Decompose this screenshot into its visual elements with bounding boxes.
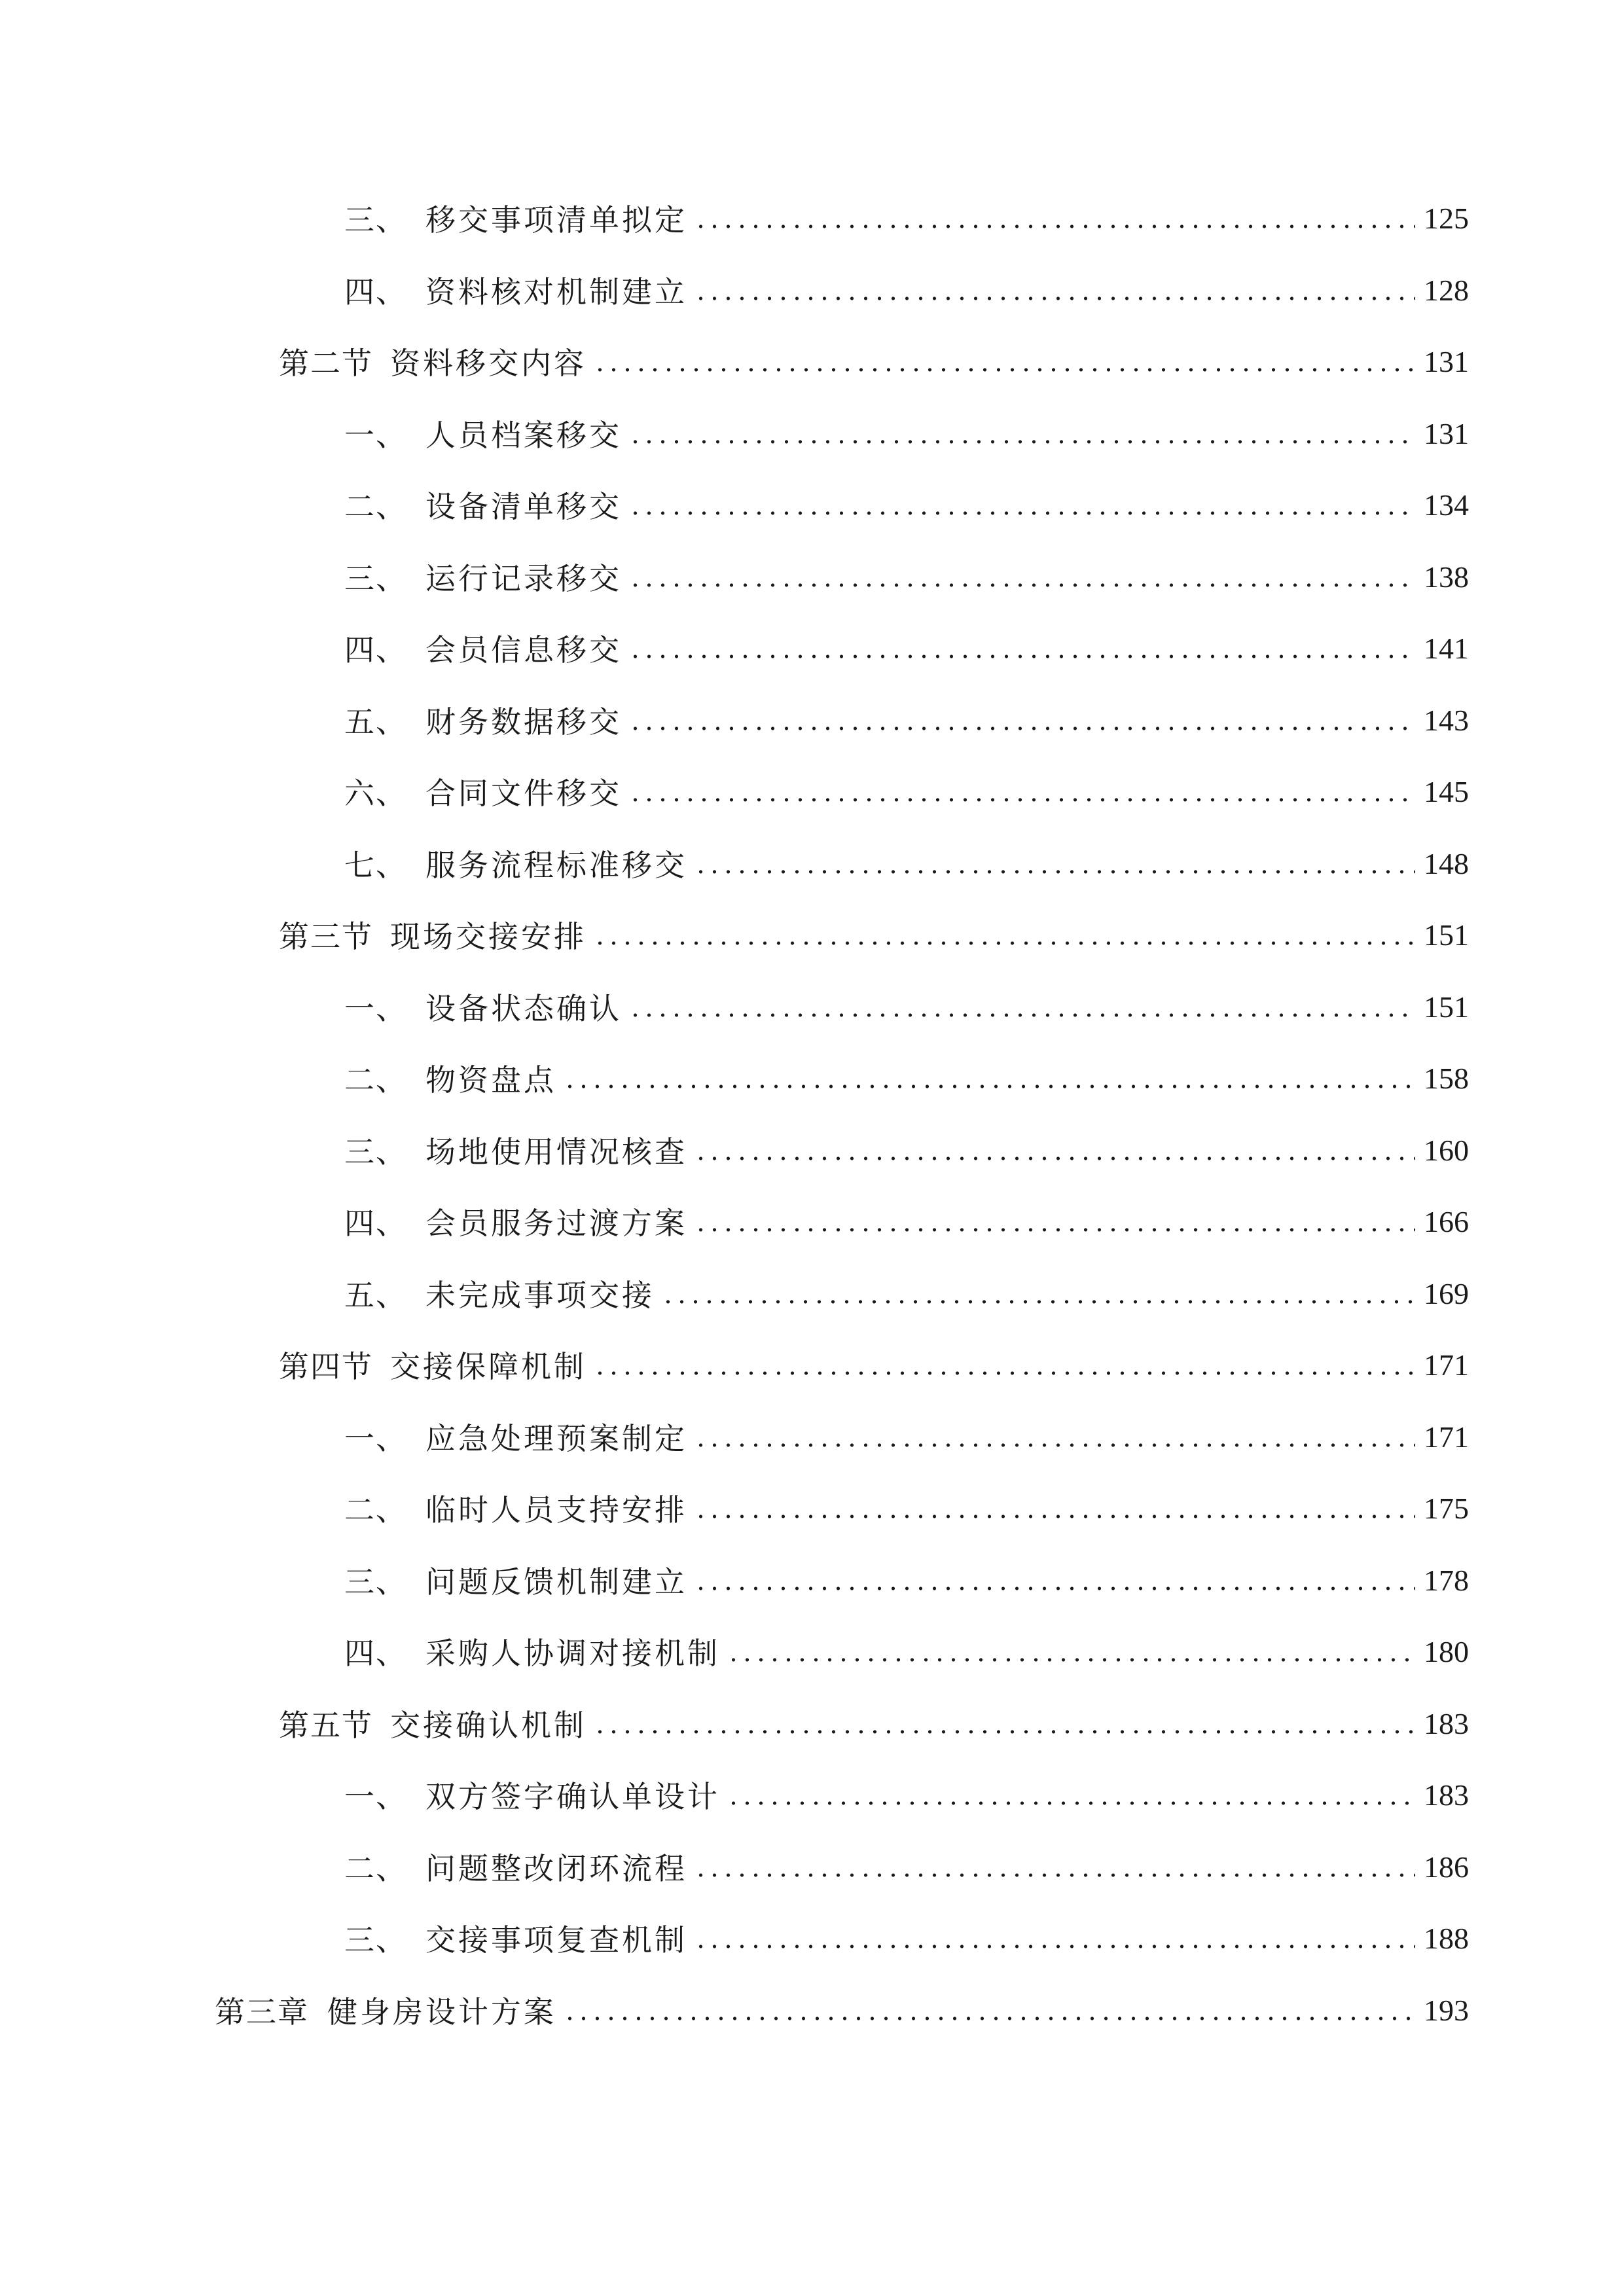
toc-entry-page-number: 151 bbox=[1424, 918, 1469, 952]
toc-entry-page-number: 186 bbox=[1424, 1850, 1469, 1884]
toc-entry-page-number: 183 bbox=[1424, 1706, 1469, 1740]
dot-leader bbox=[694, 269, 1415, 311]
dot-leader bbox=[563, 1989, 1415, 2031]
toc-subsection-entry[interactable] bbox=[344, 627, 1469, 669]
toc-subsection-entry[interactable] bbox=[344, 1774, 1469, 1816]
toc-entry-number: 四、 bbox=[344, 632, 407, 668]
toc-entry-page-number: 180 bbox=[1424, 1634, 1469, 1668]
dot-leader bbox=[727, 1774, 1415, 1816]
dot-leader bbox=[593, 1344, 1415, 1386]
toc-entry-title: 资料核对机制建立 bbox=[425, 274, 687, 310]
toc-entry-title: 交接确认机制 bbox=[390, 1708, 586, 1743]
toc-entry-title: 场地使用情况核查 bbox=[425, 1134, 687, 1170]
toc-subsection-entry[interactable] bbox=[344, 1129, 1469, 1171]
toc-subsection-entry[interactable] bbox=[344, 269, 1469, 311]
toc-subsection-entry[interactable] bbox=[344, 699, 1469, 741]
toc-subsection-entry[interactable] bbox=[344, 1917, 1469, 1959]
toc-entry-title: 移交事项清单拟定 bbox=[425, 202, 687, 238]
dot-leader bbox=[694, 842, 1415, 884]
toc-entry-title: 未完成事项交接 bbox=[425, 1278, 655, 1313]
toc-entry-number: 七、 bbox=[344, 848, 407, 883]
toc-entry-title: 问题反馈机制建立 bbox=[425, 1564, 687, 1600]
toc-entry-number: 一、 bbox=[344, 991, 407, 1026]
toc-entry-title: 健身房设计方案 bbox=[327, 1994, 556, 2030]
toc-entry-page-number: 169 bbox=[1424, 1276, 1469, 1310]
toc-entry-title: 问题整改闭环流程 bbox=[425, 1851, 687, 1886]
toc-entry-title: 合同文件移交 bbox=[425, 776, 622, 811]
toc-section-entry[interactable] bbox=[279, 914, 1469, 956]
dot-leader bbox=[694, 1917, 1415, 1959]
dot-leader bbox=[694, 1846, 1415, 1888]
toc-entry-page-number: 166 bbox=[1424, 1204, 1469, 1238]
toc-entry-number: 二、 bbox=[344, 1492, 407, 1528]
toc-entry-title: 设备状态确认 bbox=[425, 991, 622, 1026]
toc-entry-number: 第四节 bbox=[279, 1349, 373, 1384]
toc-subsection-entry[interactable] bbox=[344, 1559, 1469, 1601]
toc-entry-title: 设备清单移交 bbox=[425, 489, 622, 524]
dot-leader bbox=[694, 1559, 1415, 1601]
toc-entry-title: 资料移交内容 bbox=[390, 346, 586, 381]
toc-entry-page-number: 131 bbox=[1424, 416, 1469, 450]
toc-subsection-entry[interactable] bbox=[344, 197, 1469, 239]
toc-subsection-entry[interactable] bbox=[344, 1846, 1469, 1888]
toc-entry-title: 财务数据移交 bbox=[425, 704, 622, 740]
toc-subsection-entry[interactable] bbox=[344, 1487, 1469, 1529]
toc-subsection-entry[interactable] bbox=[344, 556, 1469, 598]
toc-entry-number: 四、 bbox=[344, 1636, 407, 1671]
toc-entry-number: 六、 bbox=[344, 776, 407, 811]
toc-section-entry[interactable] bbox=[279, 1702, 1469, 1744]
toc-entry-number: 一、 bbox=[344, 418, 407, 453]
toc-subsection-entry[interactable] bbox=[344, 1272, 1469, 1314]
toc-entry-number: 第三章 bbox=[215, 1994, 309, 2030]
toc-subsection-entry[interactable] bbox=[344, 412, 1469, 454]
toc-chapter-entry[interactable] bbox=[215, 1989, 1469, 2031]
toc-entry-page-number: 171 bbox=[1424, 1420, 1469, 1454]
toc-entry-title: 采购人协调对接机制 bbox=[425, 1636, 720, 1671]
toc-section-entry[interactable] bbox=[279, 340, 1469, 382]
toc-entry-number: 三、 bbox=[344, 561, 407, 596]
toc-entry-title: 会员服务过渡方案 bbox=[425, 1206, 687, 1241]
dot-leader bbox=[628, 412, 1415, 454]
toc-entry-title: 双方签字确认单设计 bbox=[425, 1779, 720, 1814]
toc-subsection-entry[interactable] bbox=[344, 1057, 1469, 1099]
dot-leader bbox=[727, 1630, 1415, 1672]
toc-entry-page-number: 128 bbox=[1424, 273, 1469, 307]
toc-entry-page-number: 134 bbox=[1424, 488, 1469, 522]
dot-leader bbox=[593, 914, 1415, 956]
toc-entry-title: 会员信息移交 bbox=[425, 632, 622, 668]
toc-entry-number: 三、 bbox=[344, 202, 407, 238]
toc-entry-number: 一、 bbox=[344, 1421, 407, 1456]
toc-entry-title: 现场交接安排 bbox=[390, 919, 586, 954]
toc-entry-page-number: 138 bbox=[1424, 560, 1469, 594]
toc-entry-page-number: 148 bbox=[1424, 846, 1469, 880]
toc-entry-page-number: 158 bbox=[1424, 1061, 1469, 1095]
toc-entry-page-number: 178 bbox=[1424, 1563, 1469, 1597]
toc-entry-page-number: 141 bbox=[1424, 631, 1469, 665]
dot-leader bbox=[694, 1416, 1415, 1458]
toc-entry-number: 三、 bbox=[344, 1564, 407, 1600]
toc-entry-number: 四、 bbox=[344, 1206, 407, 1241]
dot-leader bbox=[628, 556, 1415, 598]
toc-entry-page-number: 175 bbox=[1424, 1491, 1469, 1525]
toc-subsection-entry[interactable] bbox=[344, 1630, 1469, 1672]
dot-leader bbox=[694, 1487, 1415, 1529]
toc-section-entry[interactable] bbox=[279, 1344, 1469, 1386]
dot-leader bbox=[628, 770, 1415, 812]
toc-entry-number: 第五节 bbox=[279, 1708, 373, 1743]
dot-leader bbox=[563, 1057, 1415, 1099]
toc-entry-page-number: 151 bbox=[1424, 990, 1469, 1024]
toc-subsection-entry[interactable] bbox=[344, 1200, 1469, 1242]
toc-entry-number: 一、 bbox=[344, 1779, 407, 1814]
toc-entry-page-number: 131 bbox=[1424, 344, 1469, 378]
toc-entry-title: 人员档案移交 bbox=[425, 418, 622, 453]
toc-entry-title: 临时人员支持安排 bbox=[425, 1492, 687, 1528]
toc-subsection-entry[interactable] bbox=[344, 770, 1469, 812]
toc-entry-page-number: 160 bbox=[1424, 1133, 1469, 1167]
toc-entry-title: 服务流程标准移交 bbox=[425, 848, 687, 883]
toc-entry-page-number: 183 bbox=[1424, 1778, 1469, 1812]
toc-entry-title: 应急处理预案制定 bbox=[425, 1421, 687, 1456]
toc-entry-number: 五、 bbox=[344, 1278, 407, 1313]
toc-entry-page-number: 188 bbox=[1424, 1921, 1469, 1955]
toc-entry-title: 物资盘点 bbox=[425, 1062, 556, 1098]
dot-leader bbox=[661, 1272, 1415, 1314]
dot-leader bbox=[628, 627, 1415, 669]
dot-leader bbox=[628, 484, 1415, 526]
toc-subsection-entry[interactable] bbox=[344, 986, 1469, 1028]
toc-entry-number: 二、 bbox=[344, 489, 407, 524]
toc-entry-number: 第三节 bbox=[279, 919, 373, 954]
toc-entry-page-number: 171 bbox=[1424, 1348, 1469, 1382]
toc-subsection-entry[interactable] bbox=[344, 484, 1469, 526]
toc-entry-page-number: 193 bbox=[1424, 1993, 1469, 2027]
toc-entry-number: 五、 bbox=[344, 704, 407, 740]
toc-subsection-entry[interactable] bbox=[344, 1416, 1469, 1458]
dot-leader bbox=[628, 699, 1415, 741]
toc-entry-page-number: 143 bbox=[1424, 703, 1469, 737]
toc-entry-number: 二、 bbox=[344, 1851, 407, 1886]
toc-entry-page-number: 125 bbox=[1424, 201, 1469, 235]
toc-entry-title: 交接事项复查机制 bbox=[425, 1922, 687, 1958]
dot-leader bbox=[593, 1702, 1415, 1744]
dot-leader bbox=[694, 1200, 1415, 1242]
toc-entry-number: 二、 bbox=[344, 1062, 407, 1098]
toc-entry-title: 运行记录移交 bbox=[425, 561, 622, 596]
dot-leader bbox=[628, 986, 1415, 1028]
dot-leader bbox=[593, 340, 1415, 382]
toc-entry-number: 三、 bbox=[344, 1134, 407, 1170]
toc-subsection-entry[interactable] bbox=[344, 842, 1469, 884]
dot-leader bbox=[694, 1129, 1415, 1171]
toc-entry-page-number: 145 bbox=[1424, 774, 1469, 808]
toc-entry-number: 四、 bbox=[344, 274, 407, 310]
toc-entry-title: 交接保障机制 bbox=[390, 1349, 586, 1384]
toc-entry-number: 第二节 bbox=[279, 346, 373, 381]
toc-entry-number: 三、 bbox=[344, 1922, 407, 1958]
dot-leader bbox=[694, 197, 1415, 239]
